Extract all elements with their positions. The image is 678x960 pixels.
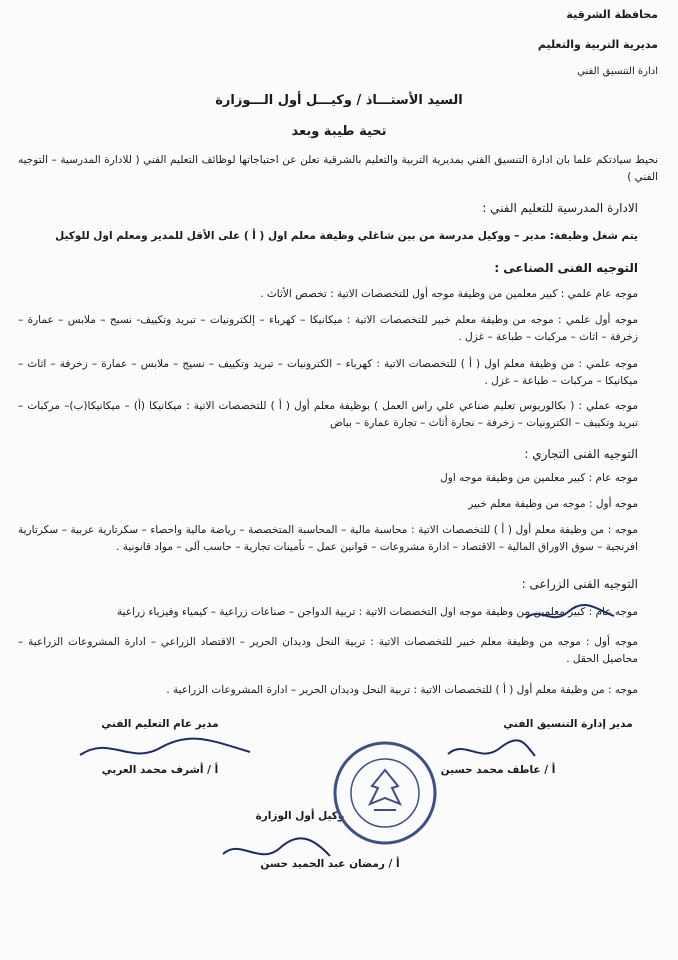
right-handwritten-signature-icon <box>440 734 540 768</box>
greeting: تحية طيبة وبعد <box>291 124 387 139</box>
left-signature-title: مدير عام التعليم الفني <box>101 718 219 730</box>
department-header: ادارة التنسيق الفني <box>577 66 658 77</box>
right-signature-title: مدير إدارة التنسيق الفني <box>503 718 633 730</box>
agricultural-heading: التوجيه الفنى الزراعى : <box>521 577 638 591</box>
commercial-first: موجه أول : موجه من وظيفة معلم خبير <box>468 498 638 510</box>
agricultural-supervisor: موجه : من وظيفة معلم أول ( أ ) للتخصصات الاتية : تربية النحل وديدان الحرير – ادارة المشروعات الزراعية . <box>166 684 638 696</box>
commercial-heading: التوجيه الفنى التجاري : <box>524 447 638 461</box>
bottom-signature-name: أ / رمضان عبد الحميد حسن <box>260 858 400 870</box>
industrial-practical: موجه عملي : ( بكالوريوس تعليم صناعي علي راس العمل ) بوظيفة معلم أول ( أ ) للتخصصات الاتية : ميكانيكا (أ) – ميكانيكا(ب)– مركبات – تبريد وتكييف – الكترونيات – زخرفة – نجارة أثاث – تجارة عمارة – بياض <box>18 400 638 429</box>
right-signature-name: أ / عاطف محمد حسين <box>440 764 556 776</box>
agricultural-first: موجه أول : موجه من وظيفة معلم خبير للتخصصات الاتية : تربية النحل وديدان الحرير – الاقتصاد الزراعي – ادارة المشروعات الزراعية – محاصيل الحقل . <box>18 636 638 665</box>
industrial-heading: التوجيه الفنى الصناعى : <box>494 261 638 275</box>
left-signature-name: أ / أشرف محمد العربي <box>101 764 219 776</box>
industrial-first: موجه أول علمي : موجه من وظيفة معلم خبير للتخصصات الاتية : ميكانيكا – كهرباء – إلكترونيات – تبريد وتكييف- نسيج – ملابس – عمارة – زخرفة – اثاث – مركبات – طباعة – غزل . <box>18 314 638 343</box>
governorate-header: محافظة الشرقية <box>566 8 658 21</box>
bottom-signature-title: وكيل أول الوزارة <box>255 810 345 822</box>
school-admin-heading: الادارة المدرسية للتعليم الفني : <box>482 201 638 215</box>
agricultural-general: موجه عام : كبير معلمين من وظيفة موجه اول التخصصات الاتية : تربية الدواجن – صناعات زراعية – كيمياء وفيزياء زراعية <box>117 606 638 618</box>
intro-paragraph: نحيط سيادتكم علما بان ادارة التنسيق الفني بمديرية التربية والتعليم بالشرقية تعلن عن احتياجاتها لوظائف التعليم الفني ( للادارة المدرسية – التوجيه الفني ) <box>18 154 658 183</box>
address-line: السيد الأستـــاذ / وكيـــل أول الـــوزارة <box>215 93 463 108</box>
commercial-supervisor: موجه : من وظيفة معلم أول ( أ ) للتخصصات الاتية : محاسبة مالية – المحاسبة المتخصصة – رياضة مالية واحصاء – سكرتارية عربية – سكرتارية افرنجية – سوق الاوراق المالية – الاقتصاد – ادارة مشروعات – قوانين عمل – تأمينات تجارية – حاسب آلى – مواد قانونية . <box>18 524 638 553</box>
industrial-scientific: موجه علمي : من وظيفة معلم اول ( أ ) للتخصصات الاتية : كهرباء – الكترونيات – تبريد وتكييف – نسيج – ملابس – عمارة – زخرفة – اثاث – ميكانيكا – مركبات – طباعة – غزل . <box>18 358 638 387</box>
commercial-general: موجه عام : كبير معلمين من وظيفة موجه اول <box>440 472 638 484</box>
industrial-general: موجه عام علمي : كبير معلمين من وظيفة موجه أول للتخصصات الاتية : تخصص الأثاث . <box>260 288 638 300</box>
official-seal-icon <box>330 738 440 848</box>
margin-handwritten-note-icon <box>520 602 620 628</box>
bottom-handwritten-signature-icon <box>215 832 335 868</box>
directorate-header: مديرية التربية والتعليم <box>537 38 658 51</box>
left-handwritten-signature-icon <box>70 730 260 770</box>
school-admin-text: يتم شغل وظيفة: مدير – ووكيل مدرسة من بين شاغلي وظيفة معلم اول ( أ ) على الأقل للمدير ومعلم اول للوكيل <box>55 230 638 242</box>
